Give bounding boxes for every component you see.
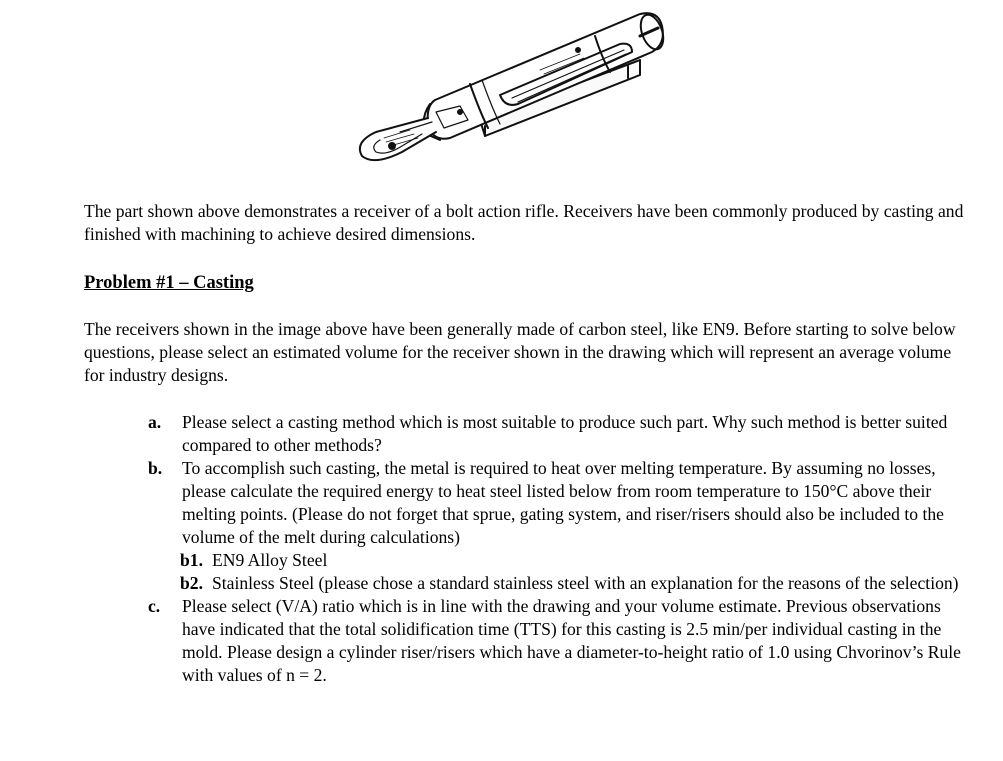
question-label: c.: [148, 596, 161, 616]
problem-heading: Problem #1 – Casting: [84, 273, 254, 293]
question-list: [148, 411, 968, 687]
problem-paragraph: The receivers shown in the image above have been generally made of carbon steel, like EN9. Before starting to solve below questions, please select an estimated volume for the receiver shown in the drawing which will represent an average volume for industry designs.: [84, 319, 956, 385]
intro-paragraph: The part shown above demonstrates a receiver of a bolt action rifle. Receivers have been commonly produced by casting and finished with machining to achieve desired dimensions.: [84, 201, 964, 244]
question-label: b.: [148, 458, 163, 478]
subquestion-text: EN9 Alloy Steel: [212, 550, 328, 570]
question-c: [148, 595, 968, 687]
subquestion-label: b1.: [180, 550, 203, 570]
question-b: [148, 457, 968, 549]
question-a: [148, 411, 968, 457]
question-text: Please select (V/A) ratio which is in line with the drawing and your volume estimate. Previous observations have indicated that the total solidification time (TTS) for this casting is 2.5 min/per individual casting in the mold. Please design a cylinder riser/risers which have a diameter-to-height ratio of 1.0 using Chvorinov’s Rule with values of n = 2.: [182, 596, 961, 685]
subquestion-text: Stainless Steel (please chose a standard stainless steel with an explanation for the reasons of the selection): [212, 573, 959, 593]
question-text: Please select a casting method which is most suitable to produce such part. Why such method is better suited compared to other methods?: [182, 412, 948, 455]
question-text: To accomplish such casting, the metal is required to heat over melting temperature. By assuming no losses, please calculate the required energy to heat steel listed below from room temperature to 150°C above their melting points. (Please do not forget that sprue, gating system, and riser/risers should also be included to the volume of the melt during calculations): [182, 458, 944, 547]
question-label: a.: [148, 412, 162, 432]
subquestion-b1: [180, 549, 968, 572]
receiver-drawing: [340, 0, 700, 172]
subquestion-label: b2.: [180, 573, 203, 593]
subquestion-b2: [180, 572, 968, 595]
